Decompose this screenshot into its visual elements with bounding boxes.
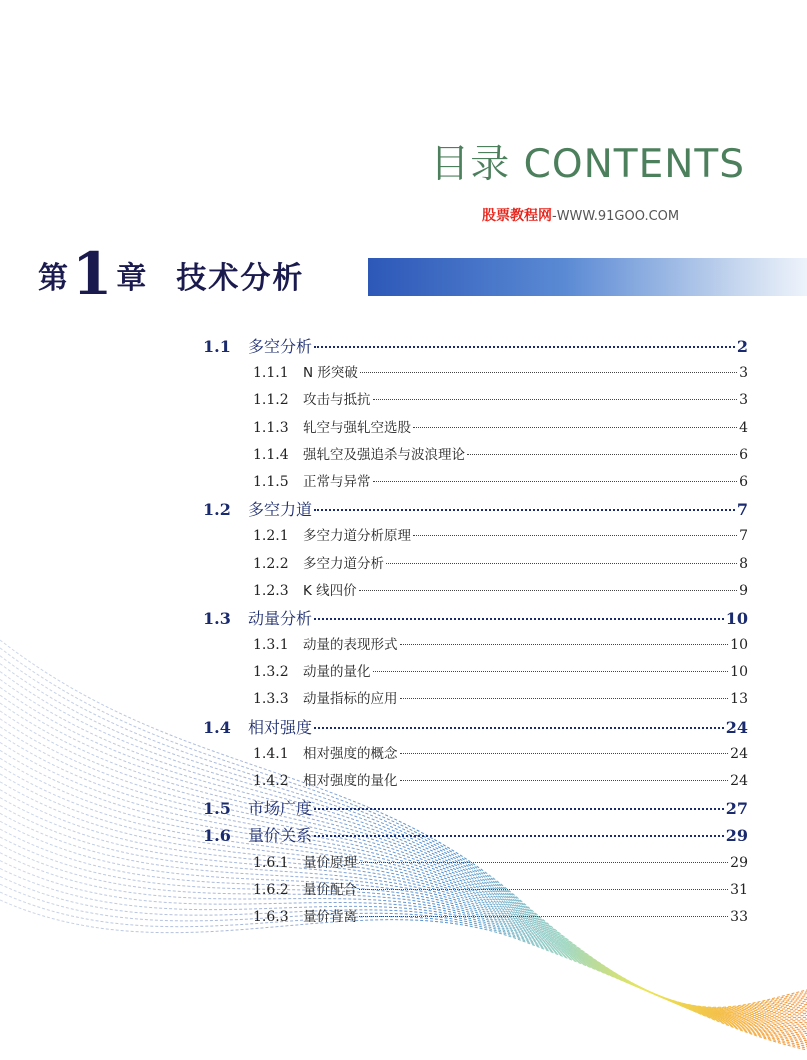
toc-entry-page: 9 xyxy=(739,582,748,599)
toc-subsection-entry[interactable] xyxy=(203,877,748,904)
toc-entry-number: 1.6.2 xyxy=(253,881,289,898)
toc-entry-page: 6 xyxy=(739,446,748,463)
watermark-site: -WWW.91GOO.COM xyxy=(552,209,680,224)
toc-subsection-entry[interactable] xyxy=(203,469,748,496)
toc-entry-label: N 形突破 xyxy=(303,365,358,382)
toc-entry-number: 1.3.1 xyxy=(253,637,289,654)
chapter-suffix: 章 xyxy=(116,261,147,296)
toc-entry-page: 29 xyxy=(730,854,748,871)
toc-entry-page: 24 xyxy=(730,745,748,762)
toc-entry-number: 1.6.3 xyxy=(253,908,289,925)
toc-entry-label: 多空力道分析 xyxy=(303,555,384,572)
toc-entry-page: 4 xyxy=(739,419,748,436)
chapter-heading xyxy=(38,240,304,308)
toc-entry-label: 强轧空及强追杀与波浪理论 xyxy=(303,446,465,463)
toc-entry-number: 1.2.2 xyxy=(253,555,289,572)
toc-leader-dots xyxy=(400,753,729,754)
toc-leader-dots xyxy=(400,644,729,645)
toc-entry-page: 13 xyxy=(730,691,748,708)
toc-section-entry[interactable] xyxy=(203,605,748,632)
toc-subsection-entry[interactable] xyxy=(203,523,748,550)
toc-entry-label: 动量的量化 xyxy=(303,664,371,681)
toc-section-entry[interactable] xyxy=(203,795,748,822)
toc-leader-dots xyxy=(359,889,728,890)
toc-entry-label: 量价配合 xyxy=(303,881,357,898)
toc-leader-dots xyxy=(373,481,738,482)
toc-entry-page: 31 xyxy=(730,881,748,898)
toc-leader-dots xyxy=(373,671,729,672)
toc-entry-number: 1.4.2 xyxy=(253,773,289,789)
toc-leader-dots xyxy=(359,862,728,863)
toc-entry-page: 33 xyxy=(730,908,748,925)
toc-entry-number: 1.3.3 xyxy=(253,691,289,708)
toc-entry-label: 多空力道分析原理 xyxy=(303,528,411,545)
toc-entry-number: 1.5 xyxy=(203,799,231,819)
toc-leader-dots xyxy=(400,780,729,781)
toc-entry-label: 相对强度的量化 xyxy=(303,773,398,789)
toc-entry-page: 2 xyxy=(736,337,748,356)
toc-entry-page: 6 xyxy=(739,473,748,490)
toc-subsection-entry[interactable] xyxy=(203,442,748,469)
toc-entry-page: 24 xyxy=(725,717,748,737)
toc-entry-number: 1.1.1 xyxy=(253,365,289,382)
toc-entry-number: 1.4.1 xyxy=(253,745,289,762)
toc-entry-page: 7 xyxy=(736,500,748,520)
toc-entry-number: 1.6.1 xyxy=(253,854,289,871)
toc-leader-dots xyxy=(314,346,735,348)
toc-leader-dots xyxy=(467,454,737,455)
chapter-title: 技术分析 xyxy=(176,261,305,296)
chapter-number: 1 xyxy=(72,240,113,308)
toc-subsection-entry[interactable] xyxy=(203,632,748,659)
toc-entry-number: 1.4 xyxy=(203,717,231,737)
toc-subsection-entry[interactable] xyxy=(203,904,748,931)
toc-section-entry[interactable] xyxy=(203,822,748,849)
table-of-contents xyxy=(203,333,748,931)
toc-entry-page: 10 xyxy=(725,608,748,628)
toc-subsection-entry[interactable] xyxy=(203,686,748,713)
toc-entry-label: 多空分析 xyxy=(248,337,313,356)
toc-leader-dots xyxy=(314,727,724,729)
toc-entry-page: 3 xyxy=(739,392,748,409)
toc-entry-label: 动量指标的应用 xyxy=(303,691,398,708)
toc-leader-dots xyxy=(359,916,728,917)
toc-entry-number: 1.6 xyxy=(203,826,231,846)
toc-entry-label: 正常与异常 xyxy=(303,473,371,490)
toc-entry-number: 1.1.2 xyxy=(253,392,289,409)
toc-entry-label: 相对强度的概念 xyxy=(303,745,398,762)
toc-entry-label: 相对强度 xyxy=(248,717,313,737)
toc-entry-label: 动量的表现形式 xyxy=(303,637,398,654)
toc-entry-number: 1.1 xyxy=(203,337,231,356)
toc-section-entry[interactable] xyxy=(203,714,748,741)
watermark-brand: 股票教程网 xyxy=(482,208,552,224)
toc-leader-dots xyxy=(314,835,724,837)
toc-subsection-entry[interactable] xyxy=(203,578,748,605)
toc-subsection-entry[interactable] xyxy=(203,659,748,686)
contents-title: 目录 CONTENTS xyxy=(430,142,745,187)
toc-entry-page: 10 xyxy=(730,637,748,654)
toc-entry-page: 7 xyxy=(739,528,748,545)
toc-entry-label: 动量分析 xyxy=(248,608,313,628)
toc-entry-page: 10 xyxy=(730,664,748,681)
toc-entry-number: 1.1.4 xyxy=(253,446,289,463)
toc-entry-page: 27 xyxy=(725,799,748,819)
toc-entry-page: 8 xyxy=(739,555,748,572)
toc-subsection-entry[interactable] xyxy=(203,768,748,795)
toc-entry-label: 市场广度 xyxy=(248,799,313,819)
toc-entry-label: 多空力道 xyxy=(248,500,313,520)
toc-entry-number: 1.2 xyxy=(203,500,231,520)
toc-entry-label: K 线四价 xyxy=(303,582,357,599)
chapter-prefix: 第 xyxy=(38,261,68,296)
toc-entry-number: 1.2.1 xyxy=(253,528,289,545)
toc-leader-dots xyxy=(413,535,737,536)
toc-leader-dots xyxy=(314,618,724,620)
toc-entry-page: 29 xyxy=(725,826,748,846)
toc-subsection-entry[interactable] xyxy=(203,387,748,414)
toc-section-entry[interactable] xyxy=(203,333,748,360)
toc-subsection-entry[interactable] xyxy=(203,551,748,578)
toc-leader-dots xyxy=(314,808,724,810)
toc-entry-label: 攻击与抵抗 xyxy=(303,392,371,409)
toc-entry-page: 24 xyxy=(730,773,748,789)
site-watermark[interactable] xyxy=(482,205,679,225)
toc-leader-dots xyxy=(359,590,737,591)
toc-entry-number: 1.1.5 xyxy=(253,473,289,490)
toc-leader-dots xyxy=(413,427,737,428)
chapter-banner-bar xyxy=(368,258,807,296)
toc-entry-number: 1.3 xyxy=(203,608,231,628)
toc-entry-page: 3 xyxy=(739,365,748,382)
toc-section-entry[interactable] xyxy=(203,496,748,523)
toc-subsection-entry[interactable] xyxy=(203,850,748,877)
toc-subsection-entry[interactable] xyxy=(203,741,748,768)
toc-leader-dots xyxy=(386,563,737,564)
toc-leader-dots xyxy=(400,698,729,699)
toc-leader-dots xyxy=(314,509,735,511)
toc-entry-number: 1.3.2 xyxy=(253,664,289,681)
toc-entry-label: 量价背离 xyxy=(303,908,357,925)
toc-entry-label: 量价关系 xyxy=(248,826,313,846)
toc-entry-label: 量价原理 xyxy=(303,854,357,871)
toc-leader-dots xyxy=(373,399,738,400)
toc-entry-number: 1.1.3 xyxy=(253,419,289,436)
toc-entry-label: 轧空与强轧空选股 xyxy=(303,419,411,436)
toc-subsection-entry[interactable] xyxy=(203,360,748,387)
toc-entry-number: 1.2.3 xyxy=(253,582,289,599)
toc-leader-dots xyxy=(360,372,737,373)
toc-subsection-entry[interactable] xyxy=(203,415,748,442)
